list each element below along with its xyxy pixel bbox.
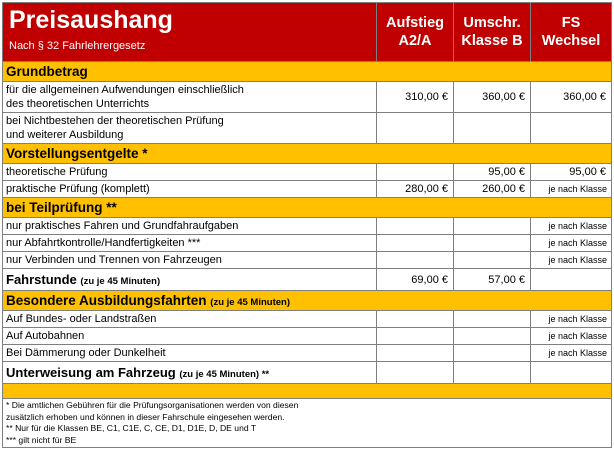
row-label: nur Abfahrtkontrolle/Handfertigkeiten *** bbox=[3, 235, 377, 252]
price-cell: 69,00 € bbox=[377, 269, 454, 291]
price-cell bbox=[531, 362, 612, 384]
row-label: Auf Bundes- oder Landstraßen bbox=[3, 311, 377, 328]
fahrstunde-row bbox=[3, 269, 612, 291]
price-cell: je nach Klasse bbox=[531, 252, 612, 269]
section-title: Vorstellungsentgelte * bbox=[3, 144, 612, 164]
footnotes bbox=[3, 399, 612, 448]
column-header-fs-wechsel: FS Wechsel bbox=[531, 3, 612, 62]
price-table bbox=[2, 2, 612, 448]
row-label: Auf Autobahnen bbox=[3, 328, 377, 345]
page-title: Preisaushang bbox=[9, 6, 173, 34]
page-subtitle: Nach § 32 Fahrlehrergesetz bbox=[9, 40, 146, 52]
table-row bbox=[3, 345, 612, 362]
price-cell: 360,00 € bbox=[454, 82, 531, 113]
row-label: für die allgemeinen Aufwendungen einschließlich des theoretischen Unterrichts bbox=[3, 82, 377, 113]
row-label: Bei Dämmerung oder Dunkelheit bbox=[3, 345, 377, 362]
table-row bbox=[3, 252, 612, 269]
row-label: bei Nichtbestehen der theoretischen Prüfung und weiterer Ausbildung bbox=[3, 113, 377, 144]
price-cell bbox=[531, 113, 612, 144]
price-cell bbox=[454, 345, 531, 362]
price-cell bbox=[454, 113, 531, 144]
table-row bbox=[3, 311, 612, 328]
section-grundbetrag bbox=[3, 62, 612, 82]
spacer-row bbox=[3, 384, 612, 399]
price-cell: 57,00 € bbox=[454, 269, 531, 291]
table-row bbox=[3, 113, 612, 144]
row-label: Fahrstunde (zu je 45 Minuten) bbox=[3, 269, 377, 291]
column-header-umschreibung: Umschr. Klasse B bbox=[454, 3, 531, 62]
price-cell bbox=[454, 362, 531, 384]
spacer bbox=[3, 384, 612, 399]
price-cell bbox=[377, 235, 454, 252]
price-cell: je nach Klasse bbox=[531, 235, 612, 252]
row-label: nur Verbinden und Trennen von Fahrzeugen bbox=[3, 252, 377, 269]
price-cell bbox=[377, 328, 454, 345]
row-label: praktische Prüfung (komplett) bbox=[3, 181, 377, 198]
price-cell bbox=[454, 235, 531, 252]
header-row bbox=[3, 3, 612, 62]
price-cell bbox=[377, 218, 454, 235]
section-title: Besondere Ausbildungsfahrten (zu je 45 Minuten) bbox=[3, 291, 612, 311]
section-besondere-ausbildungsfahrten bbox=[3, 291, 612, 311]
footnote: * Die amtlichen Gebühren für die Prüfungsorganisationen werden von diesen bbox=[6, 400, 299, 410]
price-cell bbox=[454, 311, 531, 328]
price-cell: je nach Klasse bbox=[531, 328, 612, 345]
price-cell bbox=[377, 311, 454, 328]
section-title: Grundbetrag bbox=[3, 62, 612, 82]
price-cell bbox=[531, 269, 612, 291]
footnotes-row bbox=[3, 399, 612, 448]
table-row bbox=[3, 181, 612, 198]
section-vorstellungsentgelte bbox=[3, 144, 612, 164]
price-cell: je nach Klasse bbox=[531, 218, 612, 235]
price-cell bbox=[454, 252, 531, 269]
price-cell bbox=[377, 362, 454, 384]
footnote: *** gilt nicht für BE bbox=[6, 434, 77, 445]
price-cell bbox=[454, 328, 531, 345]
price-cell bbox=[377, 252, 454, 269]
section-teilpruefung bbox=[3, 198, 612, 218]
table-row bbox=[3, 218, 612, 235]
footnote: ** Nur für die Klassen BE, C1, C1E, C, CE, D1, D1E, D, DE und T bbox=[6, 423, 257, 433]
price-cell bbox=[377, 113, 454, 144]
row-label: nur praktisches Fahren und Grundfahraufgaben bbox=[3, 218, 377, 235]
price-cell: 95,00 € bbox=[454, 164, 531, 181]
price-cell: 95,00 € bbox=[531, 164, 612, 181]
price-cell: 310,00 € bbox=[377, 82, 454, 113]
table-row bbox=[3, 164, 612, 181]
unterweisung-row bbox=[3, 362, 612, 384]
table-row bbox=[3, 328, 612, 345]
price-sheet bbox=[2, 2, 611, 448]
row-label: theoretische Prüfung bbox=[3, 164, 377, 181]
table-row bbox=[3, 235, 612, 252]
price-cell: 280,00 € bbox=[377, 181, 454, 198]
table-row bbox=[3, 82, 612, 113]
section-title: bei Teilprüfung ** bbox=[3, 198, 612, 218]
footnote: zusätzlich erhoben und können in dieser Fahrschule eingesehen werden. bbox=[6, 411, 285, 422]
price-cell bbox=[377, 164, 454, 181]
title-cell bbox=[3, 3, 377, 62]
price-cell bbox=[377, 345, 454, 362]
price-cell bbox=[454, 218, 531, 235]
row-label: Unterweisung am Fahrzeug (zu je 45 Minuten) ** bbox=[3, 362, 377, 384]
price-cell: je nach Klasse bbox=[531, 345, 612, 362]
price-cell: je nach Klasse bbox=[531, 181, 612, 198]
price-cell: je nach Klasse bbox=[531, 311, 612, 328]
price-cell: 360,00 € bbox=[531, 82, 612, 113]
column-header-aufstieg: Aufstieg A2/A bbox=[377, 3, 454, 62]
price-cell: 260,00 € bbox=[454, 181, 531, 198]
